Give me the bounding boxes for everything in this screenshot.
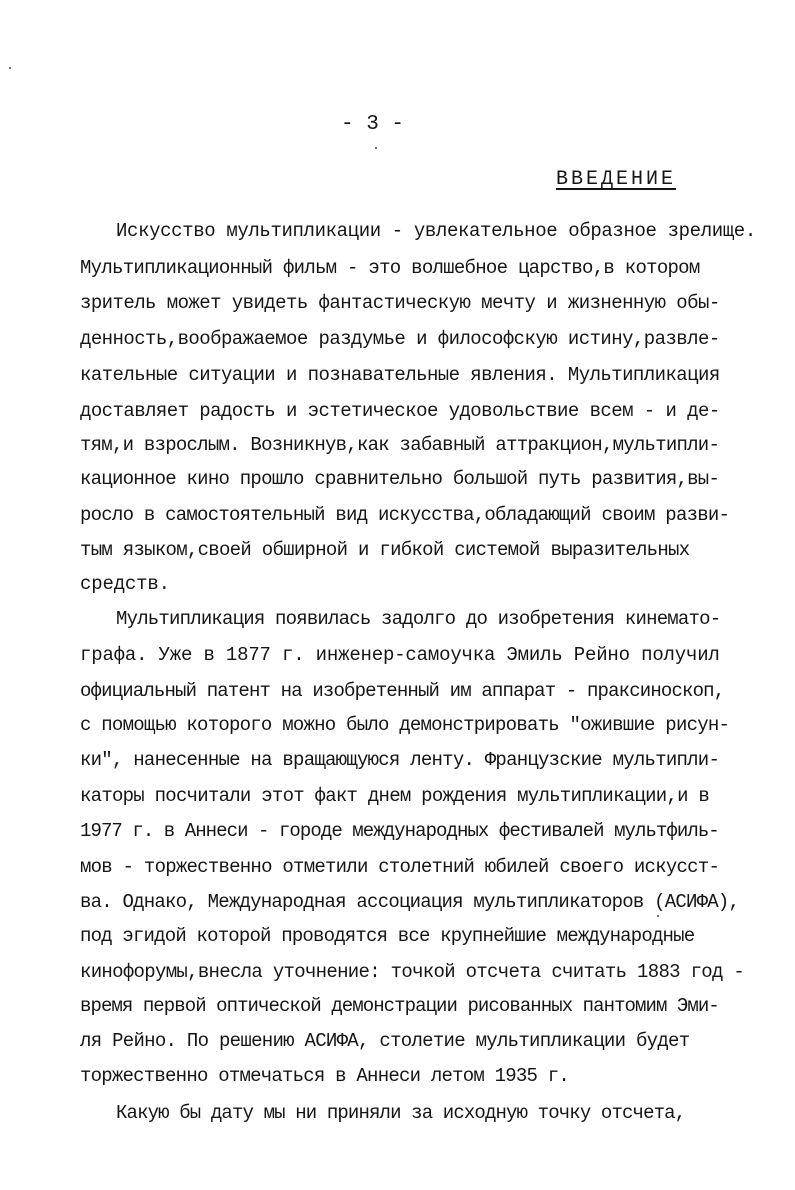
text-line: 1977 г. в Аннеси - городе международных фестивалей мультфиль-	[80, 820, 719, 842]
text-line: под эгидой которой проводятся все крупнейшие международные	[80, 925, 695, 947]
text-line: торжественно отмечаться в Аннеси летом 1935 г.	[80, 1065, 570, 1087]
page-number: - 3 -	[340, 113, 404, 136]
text-line: кинофорумы,внесла уточнение: точкой отсчета считать 1883 год -	[80, 961, 745, 983]
text-line: каторы посчитали этот факт днем рождения мультипликации,и в	[80, 785, 710, 807]
text-line: ля Рейно. По решению АСИФА, столетие мультипликации будет	[80, 1030, 690, 1052]
text-line: тым языком,своей обширной и гибкой системой выразительных	[80, 539, 690, 561]
text-line: официальный патент на изобретенный им аппарат - праксиноскоп,	[80, 680, 725, 702]
scan-speck	[375, 147, 377, 149]
text-line: ва. Однако, Международная ассоциация мультипликаторов (АСИФА),	[80, 891, 740, 913]
text-line: с помощью которого можно было демонстрировать "ожившие рисун-	[80, 714, 730, 736]
text-line: Мультипликационный фильм - это волшебное царство,в котором	[80, 257, 700, 279]
text-line: время первой оптической демонстрации рисованных пантомим Эми-	[80, 995, 719, 1017]
text-line: зритель может увидеть фантастическую мечту и жизненную обы-	[80, 292, 720, 314]
text-line: Какую бы дату мы ни приняли за исходную точку отсчета,	[116, 1102, 686, 1124]
text-line: доставляет радость и эстетическое удовольствие всем - и де-	[80, 400, 720, 422]
text-line: кательные ситуации и познавательные явления. Мультипликация	[80, 364, 720, 386]
scan-speck	[9, 67, 11, 69]
text-line: ки", нанесенные на вращающуюся ленту. Французские мультипли-	[80, 749, 720, 771]
section-heading: ВВЕДЕНИЕ	[556, 168, 677, 191]
text-line: тям,и взрослым. Возникнув,как забавный аттракцион,мультипли-	[80, 434, 720, 456]
scan-speck	[657, 915, 659, 917]
text-line: Мультипликация появилась задолго до изобретения кинемато-	[116, 608, 721, 630]
text-line: мов - торжественно отметили столетний юбилей своего искусст-	[80, 856, 720, 878]
text-line: росло в самостоятельный вид искусства,обладающий своим разви-	[80, 504, 730, 526]
text-line: кационное кино прошло сравнительно большой путь развития,вы-	[80, 468, 720, 490]
text-line: денность,воображаемое раздумье и философскую истину,развле-	[80, 328, 720, 350]
text-line: графа. Уже в 1877 г. инженер-самоучка Эмиль Рейно получил	[80, 644, 720, 666]
text-line: Искусство мультипликации - увлекательное образное зрелище.	[116, 220, 756, 242]
text-line: средств.	[80, 573, 170, 595]
